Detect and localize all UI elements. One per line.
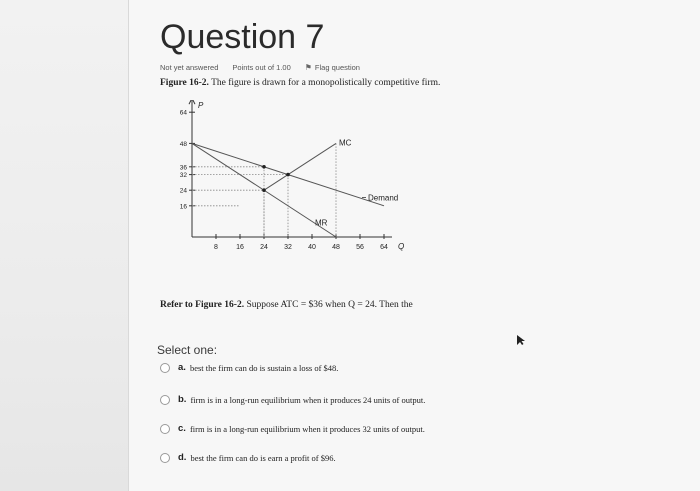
y-axis-label: P [198, 101, 204, 111]
y-tick-label: 16 [179, 203, 187, 211]
select-one-label: Select one: [157, 343, 218, 357]
x-tick-label: 40 [308, 244, 316, 251]
y-tick-label: 32 [179, 172, 187, 180]
answer-status: Not yet answered [160, 63, 219, 72]
figure-caption-text: The figure is drawn for a monopolistically competitive firm. [208, 78, 441, 88]
question-meta [160, 63, 360, 72]
option-letter: c. [178, 423, 186, 434]
data-point [262, 165, 266, 169]
flag-question-button[interactable] [305, 63, 360, 72]
option-c[interactable] [160, 423, 425, 434]
radio-b[interactable] [160, 395, 170, 405]
flag-question-label: Flag question [314, 63, 360, 72]
mouse-cursor-icon [516, 334, 526, 346]
option-a[interactable] [160, 362, 338, 373]
demand-cost-graph [160, 100, 440, 260]
option-text: best the firm can do is sustain a loss of $48. [189, 362, 339, 373]
mr-label: MR [315, 218, 328, 228]
y-tick-label: 64 [179, 109, 187, 117]
x-tick-label: 16 [236, 244, 244, 251]
mc-label: MC [339, 138, 352, 148]
option-text: firm is in a long-run equilibrium when it produces 32 units of output. [189, 423, 425, 434]
option-letter: d. [178, 452, 187, 463]
x-tick-label: 8 [214, 244, 218, 251]
question-refer-bold: Refer to Figure 16-2. [160, 300, 245, 310]
x-axis-label: Q [398, 242, 405, 251]
points-info: Points out of 1.00 [232, 63, 291, 72]
data-point [286, 173, 290, 177]
curve-mc [264, 143, 336, 190]
question-refer-text: Suppose ATC = $36 when Q = 24. Then the [244, 300, 413, 310]
x-tick-label: 64 [380, 244, 388, 251]
figure-caption-bold: Figure 16-2. [160, 78, 209, 88]
y-tick-label: 48 [179, 140, 187, 148]
option-b[interactable] [160, 394, 425, 405]
option-text: firm is in a long-run equilibrium when it produces 24 units of output. [190, 394, 426, 405]
axes [189, 100, 392, 239]
y-tick-label: 36 [179, 164, 187, 172]
flag-icon: ⚑ [304, 63, 312, 72]
question-title: Question 7 [160, 18, 325, 56]
option-d[interactable] [160, 452, 336, 463]
x-tick-label: 32 [284, 244, 292, 251]
option-letter: b. [178, 394, 187, 405]
figure-caption [160, 78, 440, 88]
option-letter: a. [178, 362, 186, 373]
option-text: best the firm can do is earn a profit of $96. [190, 452, 336, 463]
x-tick-label: 56 [356, 244, 364, 251]
y-tick-label: 24 [179, 187, 187, 195]
data-point [262, 188, 266, 192]
x-tick-label: 24 [260, 244, 268, 251]
radio-d[interactable] [160, 453, 170, 463]
radio-a[interactable] [160, 363, 170, 373]
curve-labels [315, 138, 398, 227]
x-tick-label: 48 [332, 244, 340, 251]
demand-label: Demand [368, 193, 399, 203]
question-text [160, 300, 413, 310]
radio-c[interactable] [160, 424, 170, 434]
